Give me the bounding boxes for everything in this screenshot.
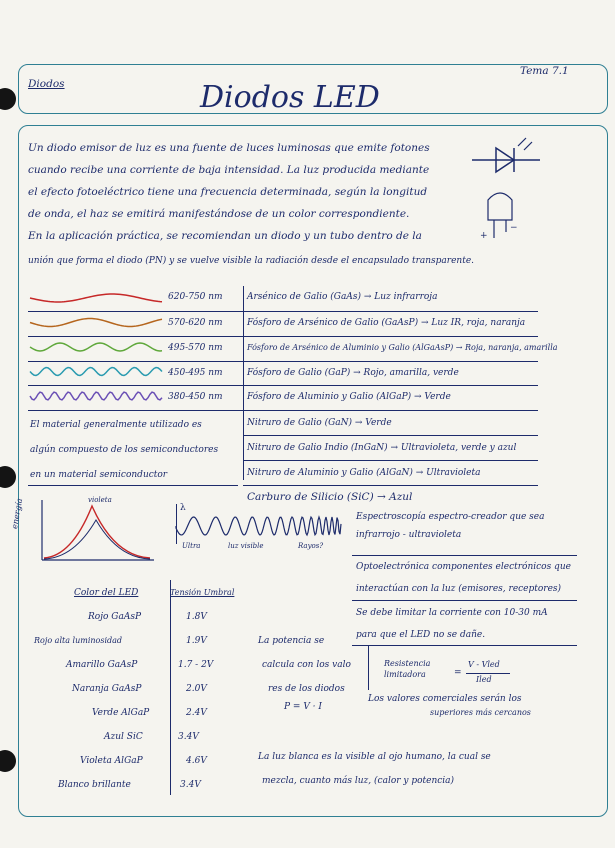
page-title: Diodos LED xyxy=(200,80,380,115)
row-divider xyxy=(28,361,538,362)
row-divider xyxy=(243,435,538,436)
table-cell-color: Rojo alta luminosidad xyxy=(34,636,123,645)
wave-line xyxy=(176,517,341,535)
material-entry: Fósforo de Arsénico de Aluminio y Galio (AlGaAsP) → Roja, naranja, amarilla xyxy=(247,343,558,352)
intro-line: el efecto fotoeléctrico tiene una frecuencia determinada, según la longitud xyxy=(28,186,428,198)
table-cell-color: Amarillo GaAsP xyxy=(66,660,138,670)
wavelength-range: 570-620 nm xyxy=(168,318,223,328)
intro-line: Un diodo emisor de luz es una fuente de luces luminosas que emite fotones xyxy=(28,142,430,154)
note-line: infrarrojo - ultravioleta xyxy=(356,530,462,540)
table-cell-voltage: 1.7 - 2V xyxy=(178,660,214,670)
formula-denominator: Iled xyxy=(476,675,492,684)
row-divider xyxy=(28,311,538,312)
column-divider xyxy=(243,286,244,480)
material-entry: Nitruro de Galio (GaN) → Verde xyxy=(247,418,392,428)
wave-label: Ultra xyxy=(182,542,201,550)
formula-label: Resistencia limitadora xyxy=(384,659,431,679)
table-cell-voltage: 4.6V xyxy=(186,756,207,766)
lambda-label: λ xyxy=(180,503,186,513)
material-entry: Arsénico de Galio (GaAs) → Luz infrarroja xyxy=(247,292,438,302)
row-divider xyxy=(352,600,577,601)
note-line: para que el LED no se dañe. xyxy=(356,630,486,640)
led-package-icon xyxy=(478,186,528,242)
material-entry: Fósforo de Aluminio y Galio (AlGaP) → Verde xyxy=(247,392,451,402)
fraction-bar xyxy=(466,673,510,674)
intro-line: unión que forma el diodo (PN) y se vuelve visible la radiación desde el encapsulado transparente. xyxy=(28,256,475,266)
row-divider xyxy=(352,555,577,556)
table-cell-color: Verde AlGaP xyxy=(92,708,150,718)
table-cell-voltage: 2.0V xyxy=(186,684,207,694)
final-note: mezcla, cuanto más luz, (calor y potencia) xyxy=(262,776,455,786)
wavelength-range: 380-450 nm xyxy=(168,392,223,402)
table-cell-color: Rojo GaAsP xyxy=(88,612,141,622)
wave-label: luz visible xyxy=(228,542,264,550)
row-divider xyxy=(28,410,538,411)
diode-symbol-icon xyxy=(470,140,550,180)
table-cell-color: Azul SiC xyxy=(104,732,143,742)
material-entry: Nitruro de Galio Indio (InGaN) → Ultravioleta, verde y azul xyxy=(247,443,517,453)
spectrum-wave xyxy=(30,343,162,351)
row-divider xyxy=(28,385,538,386)
table-header: Color del LED xyxy=(74,588,139,598)
table-cell-voltage: 3.4V xyxy=(178,732,199,742)
wavelength-range: 620-750 nm xyxy=(168,292,223,302)
table-header: Tensión Umbral xyxy=(170,588,235,597)
graph-ylabel: energía xyxy=(10,497,25,530)
wavelength-wave xyxy=(176,508,346,544)
values-note: Los valores comerciales serán los xyxy=(368,694,522,704)
row-divider xyxy=(243,460,538,461)
intro-line: cuando recibe una corriente de baja intensidad. La luz producida mediante xyxy=(28,164,430,176)
spectrum-wave xyxy=(30,368,162,376)
formula-divider xyxy=(368,645,369,690)
formula-numerator: V - Vled xyxy=(468,660,500,669)
topic-label: Tema 7.1 xyxy=(520,65,569,77)
table-cell-voltage: 1.9V xyxy=(186,636,207,646)
note-line: interactúan con la luz (emisores, receptores) xyxy=(356,584,562,594)
table-cell-color: Blanco brillante xyxy=(58,780,131,790)
material-entry: Fósforo de Galio (GaP) → Rojo, amarilla, verde xyxy=(247,368,459,378)
wave-label: Rayos? xyxy=(298,542,324,550)
svg-text:−: − xyxy=(510,223,518,233)
table-cell-voltage: 2.4V xyxy=(186,708,207,718)
final-note: La luz blanca es la visible al ojo humano, la cual se xyxy=(258,752,491,762)
table-cell-voltage: 3.4V xyxy=(180,780,201,790)
wavelength-range: 495-570 nm xyxy=(168,343,223,353)
binder-hole xyxy=(0,466,16,488)
graph-peak-label: violeta xyxy=(88,496,112,504)
values-note: superiores más cercanos xyxy=(430,708,531,717)
row-divider xyxy=(352,645,577,646)
note-line: La potencia se xyxy=(258,636,325,646)
material-entry: Fósforo de Arsénico de Galio (GaAsP) → Luz IR, roja, naranja xyxy=(247,318,526,328)
note-line: calcula con los valo xyxy=(262,660,351,670)
binder-hole xyxy=(0,88,16,110)
subject-label: Diodos xyxy=(28,78,65,90)
spectrum-wave xyxy=(30,319,162,327)
note-line: Espectroscopía espectro-creador que sea xyxy=(356,512,545,522)
spectrum-waves xyxy=(30,286,165,396)
wave-divider xyxy=(176,504,177,544)
binder-hole xyxy=(0,750,16,772)
intro-line: En la aplicación práctica, se recomiendan un diodo y un tubo dentro de la xyxy=(28,230,422,242)
column-divider xyxy=(170,580,171,795)
table-cell-color: Naranja GaAsP xyxy=(72,684,142,694)
notebook-page: Diodos Tema 7.1 Diodos LED Un diodo emisor de luz es una fuente de luces luminosas que emite fotones cuando recibe una corriente de baja intensidad. La luz producida mediante el efecto fotoeléctrico tiene una frecuencia determinada, según la longitud de onda, el haz se emitirá manifestándose de un color correspondiente. En la aplicación práctica, se recomiendan un diodo y un tubo dentro de la unión que forma el diodo (PN) y se vuelve visible la radiación desde el encapsulado transparente. + − 620-750 nm 570-620 nm 495-570 nm 450-495 nm 380-450 nm Arsénico de Galio (GaAs) → Luz infrarroja Fósforo de Arsénico de Galio (GaAsP) → Luz IR, roja, naranja Fósforo de Arsénico de Aluminio y Galio (AlGaAsP) → Roja, naranja, amarilla Fósforo de Galio (GaP) → Rojo, amarilla, verde Fósforo de Aluminio y Galio (AlGaP) → Verde Nitruro de Galio (GaN) → Verde Nitruro de Galio Indio (InGaN) → Ultravioleta, verde y azul Nitruro de Aluminio y Galio (AlGaN) → Ultravioleta Carburo de Silicio (SiC) → Azul El material generalmente utilizado es algún compuesto de los semiconductores en un material semiconductor energía violeta λ Ultra luz visible Rayos? Espectroscopía espectro-creador que sea infrarrojo - ultravioleta Optoelectrónica componentes electrónicos que interactúan con la luz (emisores, receptores) Se debe limitar la corriente con 10-30 mA para que el LED no se dañe. Resistencia limitadora = V - Vled Iled Los valores comerciales serán los superiores más cercanos Color del LED Tensión Umbral Rojo GaAsP 1.8V Rojo alta luminosidad 1.9V Amarillo GaAsP 1.7 - 2V Naranja GaAsP 2.0V Verde AlGaP 2.4V Azul SiC 3.4V Violeta AlGaP 4.6V Blanco brillante 3.4V La potencia se calcula con los valo res de los diodos P = V · I La luz blanca es la visible al ojo humano, la cual se mezcla, cuanto más luz, (calor y potencia) xyxy=(0,0,615,848)
note-line: en un material semiconductor xyxy=(30,470,168,480)
note-line: algún compuesto de los semiconductores xyxy=(30,445,219,455)
note-line: Optoelectrónica componentes electrónicos que xyxy=(356,562,571,572)
row-divider xyxy=(28,336,538,337)
note-line: Se debe limitar la corriente con 10-30 mA xyxy=(356,608,548,618)
row-divider xyxy=(243,485,538,486)
wavelength-range: 450-495 nm xyxy=(168,368,223,378)
row-divider xyxy=(28,485,238,486)
note-line: res de los diodos xyxy=(268,684,345,694)
material-entry: Nitruro de Aluminio y Galio (AlGaN) → Ultravioleta xyxy=(247,468,481,478)
note-line: P = V · I xyxy=(284,702,322,712)
table-cell-voltage: 1.8V xyxy=(186,612,207,622)
table-cell-color: Violeta AlGaP xyxy=(80,756,143,766)
energy-graph xyxy=(22,496,162,576)
spectrum-wave xyxy=(30,294,162,302)
note-line: El material generalmente utilizado es xyxy=(30,420,202,430)
intro-line: de onda, el haz se emitirá manifestándose de un color correspondiente. xyxy=(28,208,410,220)
svg-text:+: + xyxy=(480,231,488,241)
material-entry: Carburo de Silicio (SiC) → Azul xyxy=(247,491,413,503)
